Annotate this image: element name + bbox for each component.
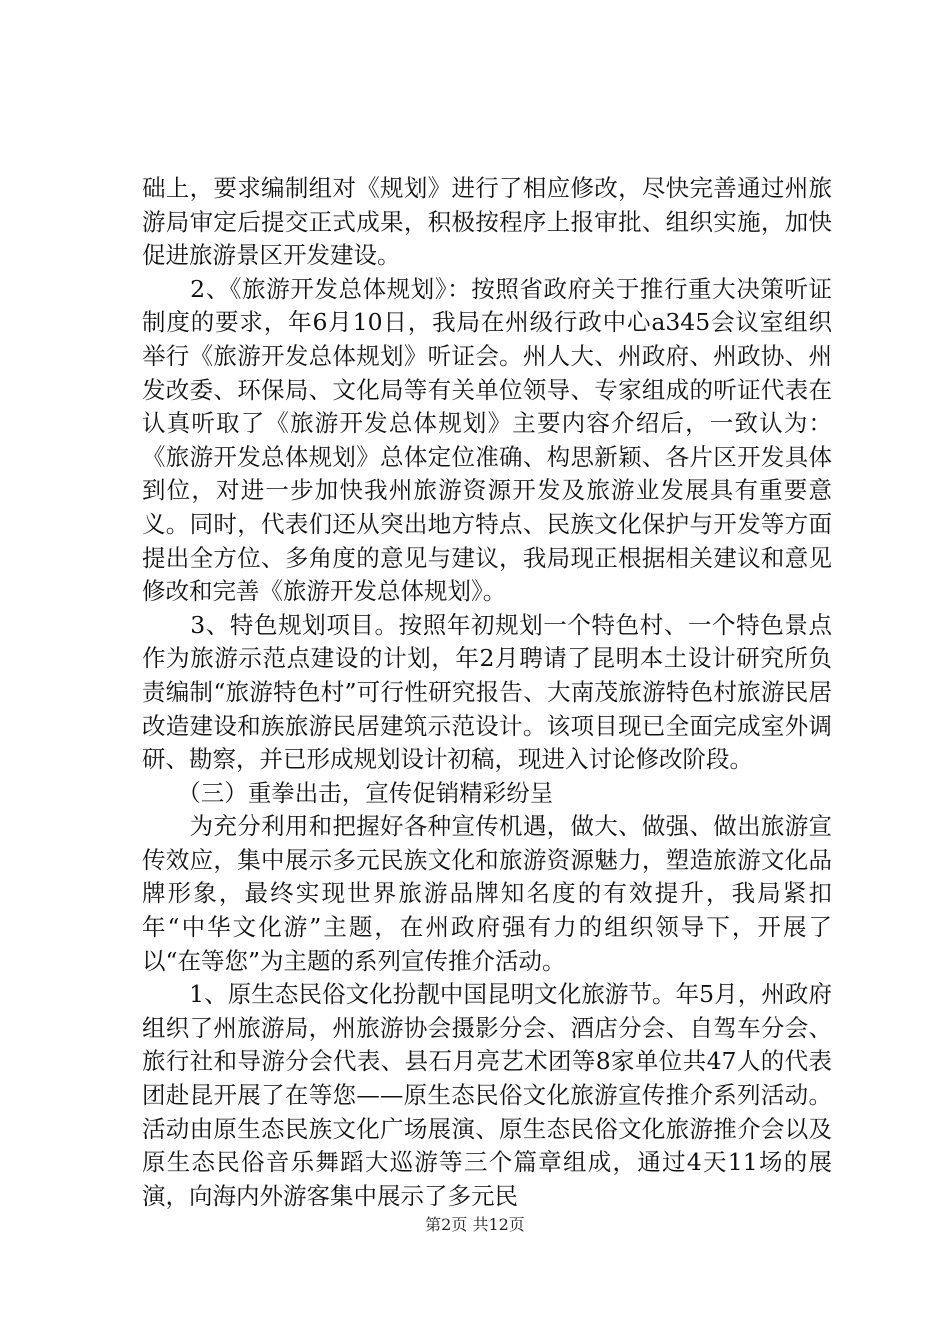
paragraph-item-3: 3、特色规划项目。按照年初规划一个特色村、一个特色景点作为旅游示范点建设的计划，年2月聘请了昆明本土设计研究所负责编制“旅游特色村”可行性研究报告、大南茂旅游特色村旅游民居改造建设和族旅游民居建筑示范设计。该项目现已全面完成室外调研、勘察，并已形成规划设计初稿，现进入讨论修改阶段。: [142, 610, 832, 774]
paragraph-continuation: 础上，要求编制组对《规划》进行了相应修改，尽快完善通过州旅游局审定后提交正式成果，积极按程序上报审批、组织实施，加快促进旅游景区开发建设。: [142, 174, 832, 270]
paragraph-section-intro: 为充分利用和把握好各种宣传机遇，做大、做强、做出旅游宣传效应，集中展示多元民族文化和旅游资源魅力，塑造旅游文化品牌形象，最终实现世界旅游品牌知名度的有效提升，我局紧扣年“中华文化游”主题，在州政府强有力的组织领导下，开展了以“在等您”为主题的系列宣传推介活动。: [142, 812, 832, 975]
paragraph-item-2: 2、《旅游开发总体规划》：按照省政府关于推行重大决策听证制度的要求，年6月10日，我局在州级行政中心a345会议室组织举行《旅游开发总体规划》听证会。州人大、州政府、州政协、州发改委、环保局、文化局等有关单位领导、专家组成的听证代表在认真听取了《旅游开发总体规划》主要内容介绍后，一致认为：《旅游开发总体规划》总体定位准确、构思新颖、各片区开发具体到位，对进一步加快我州旅游资源开发及旅游业发展具有重要意义。同时，代表们还从突出地方特点、民族文化保护与开发等方面提出全方位、多角度的意见与建议，我局现正根据相关建议和意见修改和完善《旅游开发总体规划》。: [142, 274, 832, 606]
page-number-footer: 第2页 共12页: [425, 1215, 525, 1234]
document-body: [142, 172, 832, 1213]
paragraph-item-1: 1、原生态民俗文化扮靓中国昆明文化旅游节。年5月，州政府组织了州旅游局，州旅游协会摄影分会、酒店分会、自驾车分会、旅行社和导游分会代表、县石月亮艺术团等8家单位共47人的代表团赴昆开展了在等您——原生态民俗文化旅游宣传推介系列活动。活动由原生态民族文化广场展演、原生态民俗文化旅游推介会以及原生态民俗音乐舞蹈大巡游等三个篇章组成，通过4天11场的展演，向海内外游客集中展示了多元民: [142, 980, 832, 1210]
section-heading: （三）重拳出击，宣传促销精彩纷呈: [142, 778, 554, 807]
